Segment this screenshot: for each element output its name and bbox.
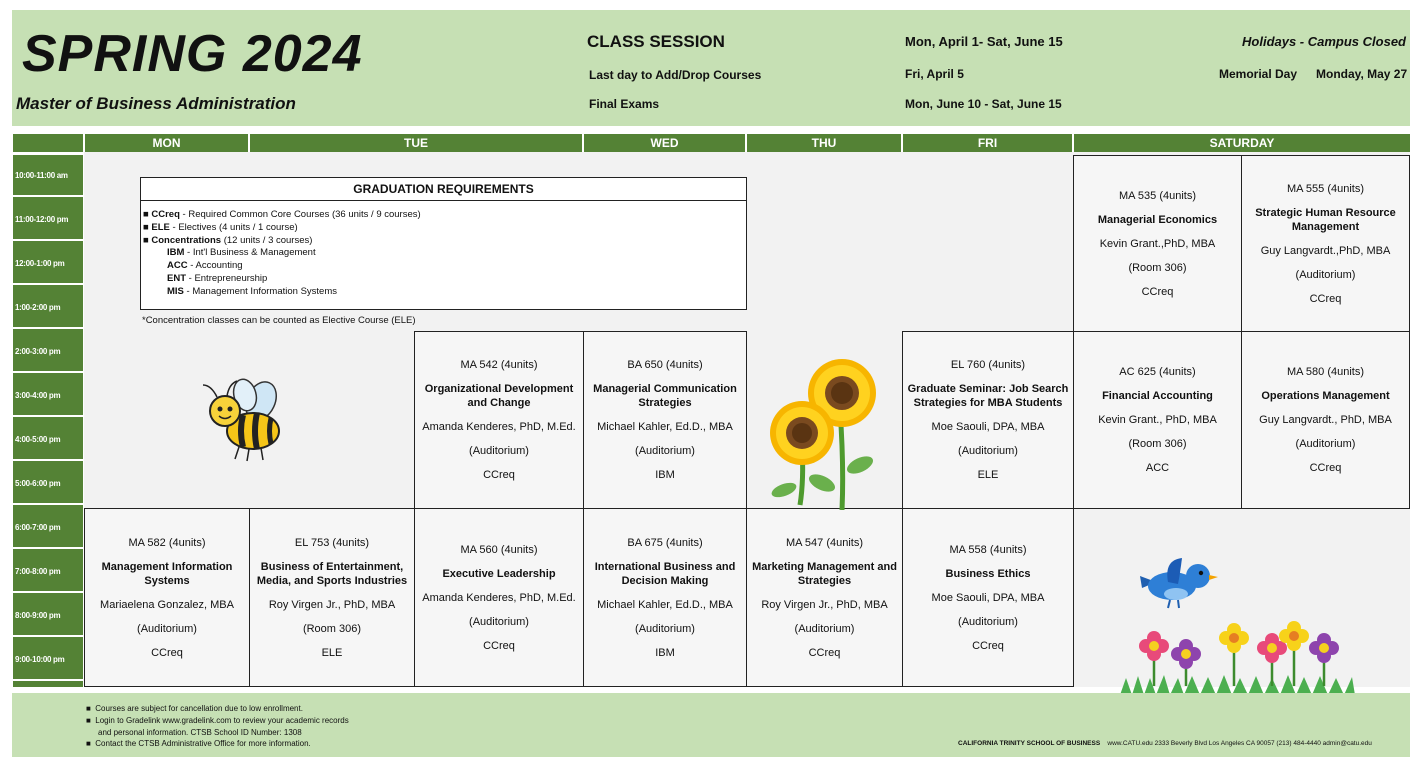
time-slot: 4:00-5:00 pm — [13, 419, 83, 461]
course-room: (Auditorium) — [635, 622, 695, 635]
course-card-ma582[interactable] — [84, 508, 250, 687]
course-name: Management Information Systems — [101, 560, 233, 587]
time-slot: 9:00-10:00 pm — [13, 639, 83, 681]
requirement-code: Concentrations — [151, 234, 222, 246]
footer-note-text: Courses are subject for cancellation due to low enrollment. — [95, 704, 303, 713]
concentration-note: *Concentration classes can be counted as Elective Course (ELE) — [142, 315, 416, 326]
time-slot: 8:00-9:00 pm — [13, 595, 83, 637]
time-slot: 11:00-12:00 pm — [13, 199, 83, 241]
course-instructor: Moe Saouli, DPA, MBA — [931, 421, 1045, 433]
school-name: CALIFORNIA TRINITY SCHOOL OF BUSINESS — [958, 740, 1101, 747]
requirement-item: ■ ELE - Electives (4 units / 1 course) — [143, 221, 298, 233]
bluebird-icon — [1134, 556, 1219, 614]
time-slot: 1:00-2:00 pm — [13, 287, 83, 329]
course-requirement: CCreq — [808, 646, 841, 659]
course-requirement: CCreq — [1309, 462, 1342, 474]
course-card-el760[interactable] — [902, 331, 1074, 509]
course-room: (Auditorium) — [137, 622, 197, 635]
course-requirement: ELE — [321, 646, 343, 659]
course-name: International Business and Decision Making — [594, 560, 736, 587]
course-room: (Room 306) — [1128, 438, 1187, 450]
course-card-ma555[interactable] — [1241, 155, 1410, 332]
sunflower-icon — [760, 355, 885, 510]
footer-note-text: Login to Gradelink www.gradelink.com to review your academic records — [95, 715, 349, 725]
course-card-ba650[interactable] — [583, 331, 747, 509]
footer-note — [86, 727, 349, 739]
session-label: CLASS SESSION — [587, 32, 725, 51]
course-room: (Auditorium) — [958, 445, 1018, 457]
requirements-heading: GRADUATION REQUIREMENTS — [141, 178, 746, 201]
school-contact-details: www.CATU.edu 2333 Beverly Blvd Los Angeles CA 90057 (213) 484-4440 admin@catu.edu — [1107, 740, 1372, 747]
course-name: Business Ethics — [945, 567, 1031, 580]
add-drop-label: Last day to Add/Drop Courses — [589, 68, 762, 82]
concentration-text: - Accounting — [187, 260, 243, 272]
bee-icon — [195, 375, 290, 465]
flowers-icon — [1120, 620, 1355, 695]
concentration-code: IBM — [167, 247, 185, 259]
time-slot: 10:00-11:00 am — [13, 155, 83, 197]
program-name: Master of Business Administration — [16, 94, 296, 113]
holidays-label: Holidays - Campus Closed — [1242, 34, 1406, 49]
course-requirement: ELE — [977, 469, 999, 481]
requirement-code: CCreq — [151, 209, 180, 220]
course-name: Operations Management — [1261, 390, 1390, 402]
course-room: (Auditorium) — [469, 445, 529, 457]
course-requirement: IBM — [655, 646, 675, 659]
course-card-el753[interactable] — [249, 508, 415, 687]
course-name: Business of Entertainment, Media, and Sports Industries — [256, 560, 408, 587]
requirement-item: ■ CCreq - Required Common Core Courses (36 units / 9 courses) — [143, 209, 421, 220]
course-requirement: CCreq — [1141, 285, 1174, 298]
course-card-ma560[interactable] — [414, 508, 584, 687]
requirement-code: ELE — [151, 221, 170, 233]
concentration-code: ACC — [167, 260, 188, 272]
course-room: (Auditorium) — [794, 622, 855, 635]
concentration-item — [143, 260, 746, 273]
course-requirement: CCreq — [151, 646, 183, 659]
course-name: Executive Leadership — [442, 567, 556, 580]
course-name: Financial Accounting — [1102, 390, 1213, 402]
course-card-ac625[interactable] — [1073, 331, 1242, 509]
course-code: EL 753 (4units) — [294, 536, 370, 549]
add-drop-date: Fri, April 5 — [905, 67, 964, 81]
course-code: MA 547 (4units) — [785, 536, 864, 549]
course-code: MA 580 (4units) — [1286, 366, 1365, 378]
course-code: EL 760 (4units) — [950, 359, 1026, 371]
day-header-mon: MON — [85, 134, 248, 152]
course-room: (Room 306) — [1128, 261, 1187, 274]
course-instructor: Guy Langvardt.,PhD, MBA — [1260, 244, 1391, 257]
finals-dates: Mon, June 10 - Sat, June 15 — [905, 97, 1062, 111]
course-card-ma580[interactable] — [1241, 331, 1410, 509]
course-card-ma535[interactable] — [1073, 155, 1242, 332]
time-slot: 7:00-8:00 pm — [13, 551, 83, 593]
concentration-item — [143, 247, 746, 260]
course-requirement: ACC — [1145, 462, 1170, 474]
holiday-date: Monday, May 27 — [1316, 67, 1408, 81]
school-contact — [958, 740, 1372, 747]
graduation-requirements-box — [140, 177, 747, 310]
course-code: MA 555 (4units) — [1286, 182, 1365, 195]
course-instructor: Kevin Grant.,PhD, MBA — [1099, 237, 1216, 250]
course-code: MA 535 (4units) — [1118, 189, 1197, 202]
time-slot: 6:00-7:00 pm — [13, 507, 83, 549]
time-slot: 2:00-3:00 pm — [13, 331, 83, 373]
holiday-name: Memorial Day — [1219, 67, 1298, 81]
course-card-ba675[interactable] — [583, 508, 747, 687]
course-instructor: Amanda Kenderes, PhD, M.Ed. — [422, 591, 576, 604]
day-header-saturday: SATURDAY — [1074, 134, 1410, 152]
day-header-tue: TUE — [250, 134, 582, 152]
footer-note: ■ Contact the CTSB Administrative Office for more information. — [86, 739, 311, 749]
concentration-text: - Entrepreneurship — [186, 272, 268, 284]
requirements-list — [141, 201, 746, 299]
course-name: Organizational Development and Change — [424, 383, 574, 409]
course-card-ma547[interactable] — [746, 508, 903, 687]
time-column — [13, 155, 83, 687]
finals-label: Final Exams — [589, 97, 660, 111]
time-column-header — [13, 134, 83, 152]
course-room: (Auditorium) — [469, 615, 529, 628]
day-header-thu: THU — [747, 134, 901, 152]
time-slot: 12:00-1:00 pm — [13, 243, 83, 285]
course-code: MA 558 (4units) — [949, 543, 1027, 556]
footer-notes — [86, 703, 349, 750]
time-slot: 3:00-4:00 pm — [13, 375, 83, 417]
course-room: (Auditorium) — [635, 445, 695, 457]
course-instructor: Roy Virgen Jr., PhD, MBA — [761, 598, 888, 611]
concentration-code: MIS — [167, 285, 184, 297]
course-instructor: Amanda Kenderes, PhD, M.Ed. — [422, 421, 576, 433]
course-instructor: Kevin Grant., PhD, MBA — [1098, 414, 1217, 426]
requirement-item: ■ Concentrations (12 units / 3 courses) — [143, 234, 313, 246]
course-requirement: CCreq — [972, 639, 1004, 652]
course-name: Graduate Seminar: Job Search Strategies for MBA Students — [907, 383, 1069, 409]
page-title: SPRING 2024 — [22, 25, 363, 83]
requirement-text: - Required Common Core Courses (36 units / 9 courses) — [179, 209, 421, 220]
day-header-wed: WED — [584, 134, 745, 152]
course-requirement: CCreq — [483, 639, 515, 652]
day-header-fri: FRI — [903, 134, 1072, 152]
concentration-item — [143, 286, 746, 299]
course-code: BA 650 (4units) — [627, 359, 703, 371]
time-slot: 5:00-6:00 pm — [13, 463, 83, 505]
course-instructor: Michael Kahler, Ed.D., MBA — [597, 421, 733, 433]
course-instructor: Moe Saouli, DPA, MBA — [931, 591, 1045, 604]
course-requirement: IBM — [655, 469, 675, 481]
footer-note: ■ Courses are subject for cancellation due to low enrollment. — [86, 704, 303, 713]
course-room: (Room 306) — [302, 622, 362, 635]
course-card-ma542[interactable] — [414, 331, 584, 509]
footer-note-text: and personal information. CTSB School ID Number: 1308 — [98, 727, 302, 737]
course-code: BA 675 (4units) — [627, 536, 703, 549]
course-code: MA 582 (4units) — [128, 536, 206, 549]
concentration-text: - Int'l Business & Management — [184, 247, 316, 259]
course-instructor: Roy Virgen Jr., PhD, MBA — [268, 598, 396, 611]
requirement-text: (12 units / 3 courses) — [221, 234, 313, 246]
course-room: (Auditorium) — [958, 615, 1018, 628]
requirement-text: - Electives (4 units / 1 course) — [169, 221, 298, 233]
course-instructor: Michael Kahler, Ed.D., MBA — [597, 598, 733, 611]
course-name: Managerial Economics — [1097, 213, 1218, 226]
course-instructor: Mariaelena Gonzalez, MBA — [100, 598, 234, 611]
course-room: (Auditorium) — [1295, 438, 1356, 450]
course-instructor: Guy Langvardt., PhD, MBA — [1259, 414, 1392, 426]
course-card-ma558[interactable] — [902, 508, 1074, 687]
course-code: MA 542 (4units) — [460, 359, 538, 371]
course-name: Marketing Management and Strategies — [752, 560, 897, 587]
course-name: Managerial Communication Strategies — [593, 383, 737, 409]
course-code: AC 625 (4units) — [1119, 366, 1196, 378]
course-name: Strategic Human Resource Management — [1255, 206, 1396, 233]
concentration-code: ENT — [167, 272, 186, 284]
session-dates: Mon, April 1- Sat, June 15 — [905, 34, 1063, 49]
course-room: (Auditorium) — [1295, 268, 1356, 281]
footer-note-text: Contact the CTSB Administrative Office for more information. — [95, 739, 311, 749]
course-requirement: CCreq — [483, 469, 515, 481]
course-code: MA 560 (4units) — [460, 543, 538, 556]
concentration-item — [143, 273, 746, 286]
concentration-text: - Management Information Systems — [183, 285, 338, 297]
course-requirement: CCreq — [1309, 292, 1342, 305]
footer-note: ■ Login to Gradelink www.gradelink.com to review your academic records — [86, 715, 349, 725]
